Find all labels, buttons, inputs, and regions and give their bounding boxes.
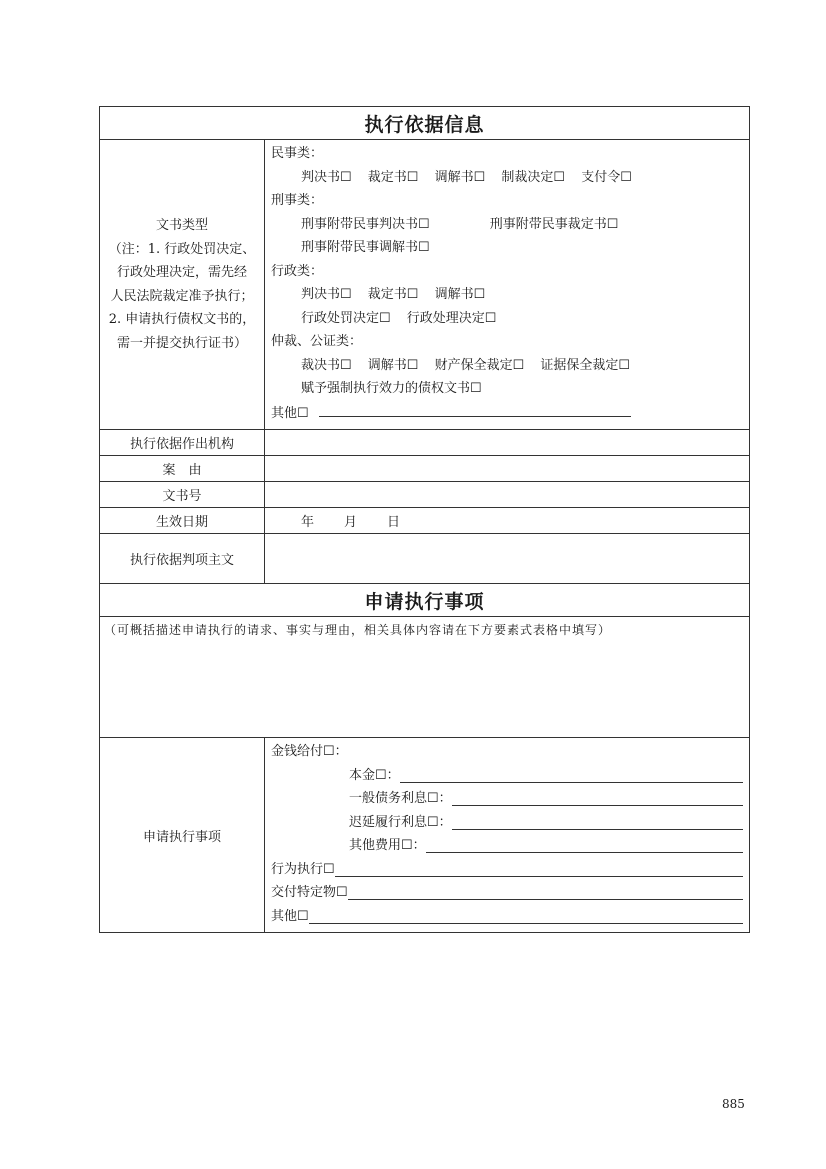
date-day: 日 <box>387 515 401 530</box>
general-interest-input[interactable] <box>452 790 743 806</box>
doc-type-label <box>100 140 265 430</box>
application-items-options <box>265 738 750 933</box>
checkbox-general-interest[interactable]: 一般债务利息☐： <box>349 791 452 806</box>
doc-type-label-line: 文书类型 <box>155 218 208 233</box>
date-year: 年 <box>301 515 315 530</box>
checkbox-criminal-civil-ruling[interactable]: 刑事附带民事裁定书☐ <box>489 216 619 232</box>
doc-type-note-line: （注：1. 行政处罚决定、 <box>108 241 256 257</box>
judgment-text-field[interactable] <box>265 534 750 584</box>
checkbox-admin-judgment[interactable]: 判决书☐ <box>301 287 352 302</box>
checkbox-civil-judgment[interactable]: 判决书☐ <box>301 169 352 185</box>
admin-options-row1 <box>271 283 749 307</box>
specific-delivery-row <box>271 881 743 905</box>
checkbox-admin-penalty[interactable]: 行政处罚决定☐ <box>301 310 391 326</box>
act-performance-input[interactable] <box>335 861 743 877</box>
checkbox-arbitral-award[interactable]: 裁决书☐ <box>301 357 352 373</box>
application-items-label: 申请执行事项 <box>100 738 265 933</box>
checkbox-act-performance[interactable]: 行为执行☐ <box>271 861 335 877</box>
checkbox-arbitral-mediation[interactable]: 调解书☐ <box>367 357 419 373</box>
arbitration-heading: 仲裁、公证类： <box>271 334 363 349</box>
doc-type-note-line: 需一并提交执行证书） <box>116 335 247 351</box>
checkbox-principal[interactable]: 本金☐： <box>349 767 400 783</box>
arbitration-options-row1 <box>271 354 749 378</box>
general-interest-row <box>271 787 743 811</box>
case-cause-label: 案 由 <box>100 456 265 482</box>
issuing-body-label: 执行依据作出机构 <box>100 430 265 456</box>
checkbox-criminal-civil-judgment[interactable]: 刑事附带民事判决书☐ <box>301 216 430 232</box>
date-month: 月 <box>344 515 358 530</box>
other-fees-input[interactable] <box>426 837 743 853</box>
other-doc-type-row <box>271 401 749 426</box>
checkbox-evidence-preservation[interactable]: 证据保全裁定☐ <box>540 357 631 373</box>
doc-type-note-line: 2. 申请执行债权文书的， <box>108 312 256 327</box>
civil-heading: 民事类： <box>271 146 324 161</box>
principal-input[interactable] <box>400 767 743 783</box>
doc-number-field[interactable] <box>265 482 750 508</box>
page-number: 885 <box>722 1097 745 1111</box>
admin-options-row2 <box>271 307 749 331</box>
application-description-area[interactable] <box>100 617 750 738</box>
criminal-heading: 刑事类： <box>271 193 324 208</box>
doc-type-note-line: 行政处理决定，需先经 <box>116 265 247 280</box>
checkbox-admin-ruling[interactable]: 裁定书☐ <box>367 287 419 302</box>
case-cause-field[interactable] <box>265 456 750 482</box>
checkbox-property-preservation[interactable]: 财产保全裁定☐ <box>434 357 525 373</box>
other-doc-type-input[interactable] <box>319 401 631 417</box>
checkbox-civil-ruling[interactable]: 裁定书☐ <box>367 169 419 185</box>
checkbox-civil-mediation[interactable]: 调解书☐ <box>434 169 486 185</box>
checkbox-admin-mediation[interactable]: 调解书☐ <box>434 287 486 302</box>
checkbox-enforceable-debt-instrument[interactable]: 赋予强制执行效力的债权文书☐ <box>301 381 482 396</box>
late-interest-input[interactable] <box>452 814 743 830</box>
criminal-options-row1 <box>271 213 749 237</box>
checkbox-admin-handling[interactable]: 行政处理决定☐ <box>406 310 497 326</box>
effective-date-label: 生效日期 <box>100 508 265 534</box>
checkbox-specific-delivery[interactable]: 交付特定物☐ <box>271 885 348 900</box>
checkbox-other-items[interactable]: 其他☐ <box>271 908 309 924</box>
checkbox-late-interest[interactable]: 迟延履行利息☐： <box>349 814 452 830</box>
other-fees-row <box>271 834 743 858</box>
doc-type-options <box>265 140 750 430</box>
judgment-text-label: 执行依据判项主文 <box>100 534 265 584</box>
checkbox-money-payment[interactable]: 金钱给付☐： <box>271 744 348 759</box>
act-performance-row <box>271 858 743 882</box>
late-interest-row <box>271 811 743 835</box>
admin-heading: 行政类： <box>271 263 324 279</box>
checkbox-other-fees[interactable]: 其他费用☐： <box>349 838 426 853</box>
effective-date-field[interactable] <box>265 508 750 534</box>
civil-options <box>271 166 749 190</box>
arbitration-options-row2 <box>271 377 749 401</box>
issuing-body-field[interactable] <box>265 430 750 456</box>
checkbox-criminal-civil-mediation[interactable]: 刑事附带民事调解书☐ <box>301 240 430 255</box>
checkbox-civil-payment-order[interactable]: 支付令☐ <box>581 169 632 185</box>
principal-row <box>271 764 743 788</box>
doc-type-note-line: 人民法院裁定准予执行； <box>110 288 254 304</box>
checkbox-other-doc-type[interactable]: 其他☐ <box>271 405 309 421</box>
checkbox-civil-sanction[interactable]: 制裁决定☐ <box>501 169 566 185</box>
section-title-application-items: 申请执行事项 <box>100 584 750 617</box>
other-items-input[interactable] <box>309 908 743 924</box>
section-title-enforcement-basis: 执行依据信息 <box>100 107 750 140</box>
specific-delivery-input[interactable] <box>348 884 743 900</box>
application-description-hint: （可概括描述申请执行的请求、事实与理由，相关具体内容请在下方要素式表格中填写） <box>104 623 612 637</box>
enforcement-application-form <box>99 106 750 933</box>
other-items-row <box>271 905 743 929</box>
criminal-options-row2 <box>271 236 749 260</box>
doc-number-label: 文书号 <box>100 482 265 508</box>
